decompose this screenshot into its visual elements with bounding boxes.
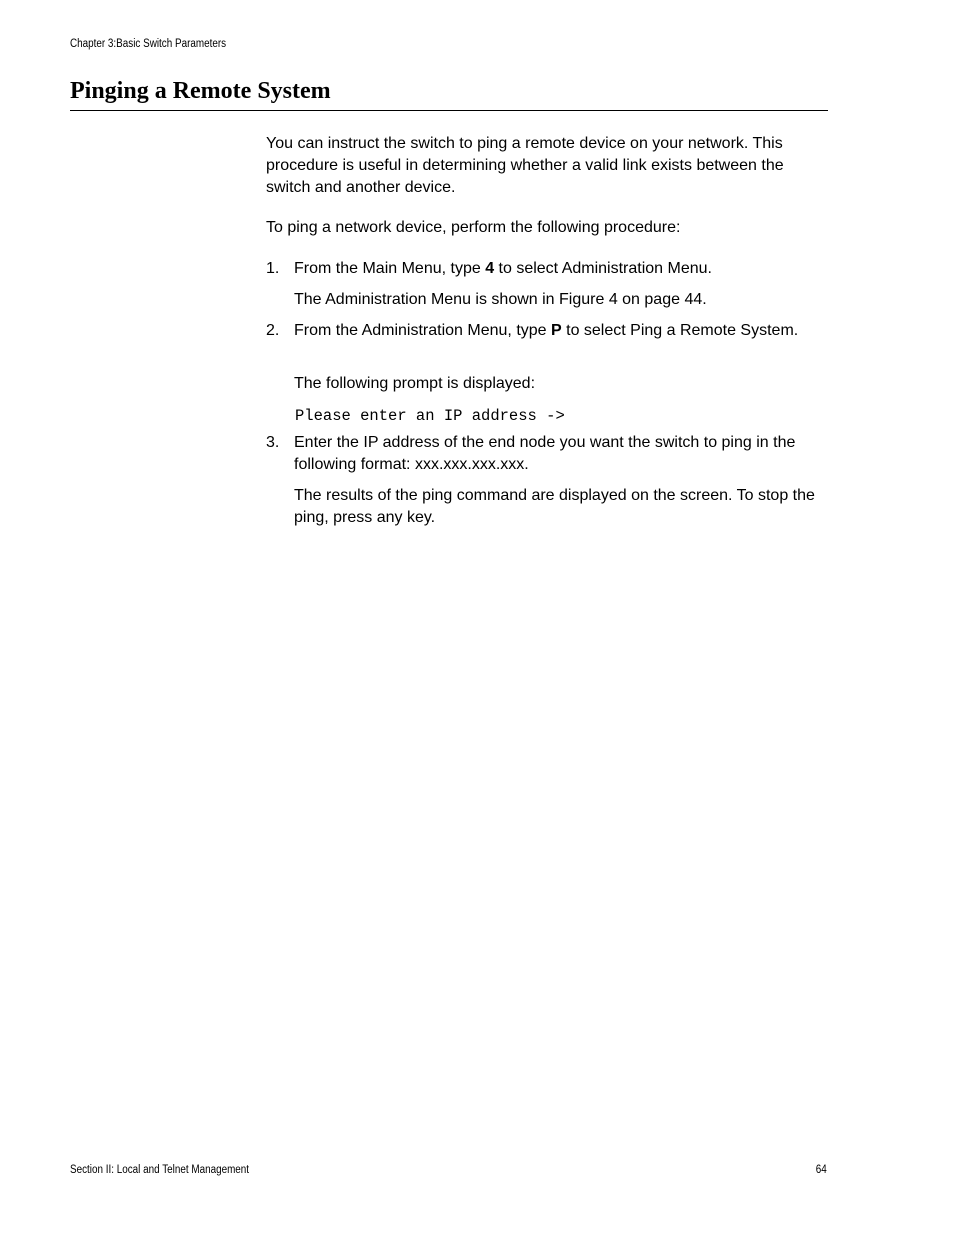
- step-1-note: The Administration Menu is shown in Figure 4 on page 44.: [294, 291, 707, 308]
- step-text: [294, 258, 824, 280]
- step-text: Enter the IP address of the end node you want the switch to ping in the following format: xxx.xxx.xxx.xxx.: [294, 434, 796, 473]
- step-key: P: [551, 322, 562, 339]
- title-rule: [70, 110, 828, 111]
- procedure-lead: To ping a network device, perform the following procedure:: [266, 219, 681, 236]
- footer-section-label: Section II: Local and Telnet Management: [70, 1164, 250, 1176]
- step-text-before: From the Main Menu, type: [294, 260, 486, 277]
- prompt-code: Please enter an IP address ->: [295, 407, 565, 425]
- step-text: [294, 320, 824, 342]
- step-key: 4: [485, 260, 495, 277]
- section-title: Pinging a Remote System: [70, 78, 331, 104]
- step-text-after: to select Administration Menu.: [494, 260, 712, 277]
- step-text-after: to select Ping a Remote System.: [561, 322, 799, 339]
- step-3-note: The results of the ping command are displayed on the screen. To stop the ping, press any key.: [294, 487, 815, 526]
- page-number: 64: [815, 1164, 827, 1176]
- step-text-before: From the Administration Menu, type: [294, 322, 551, 339]
- step-number: 2.: [266, 322, 280, 339]
- step-number: 3.: [266, 434, 280, 451]
- step-number: 1.: [266, 260, 280, 277]
- running-header: Chapter 3:Basic Switch Parameters: [70, 38, 227, 50]
- intro-paragraph: You can instruct the switch to ping a remote device on your network. This procedure is useful in determining whether a valid link exists between the switch and another device.: [266, 135, 784, 196]
- step-2-note: The following prompt is displayed:: [294, 375, 536, 392]
